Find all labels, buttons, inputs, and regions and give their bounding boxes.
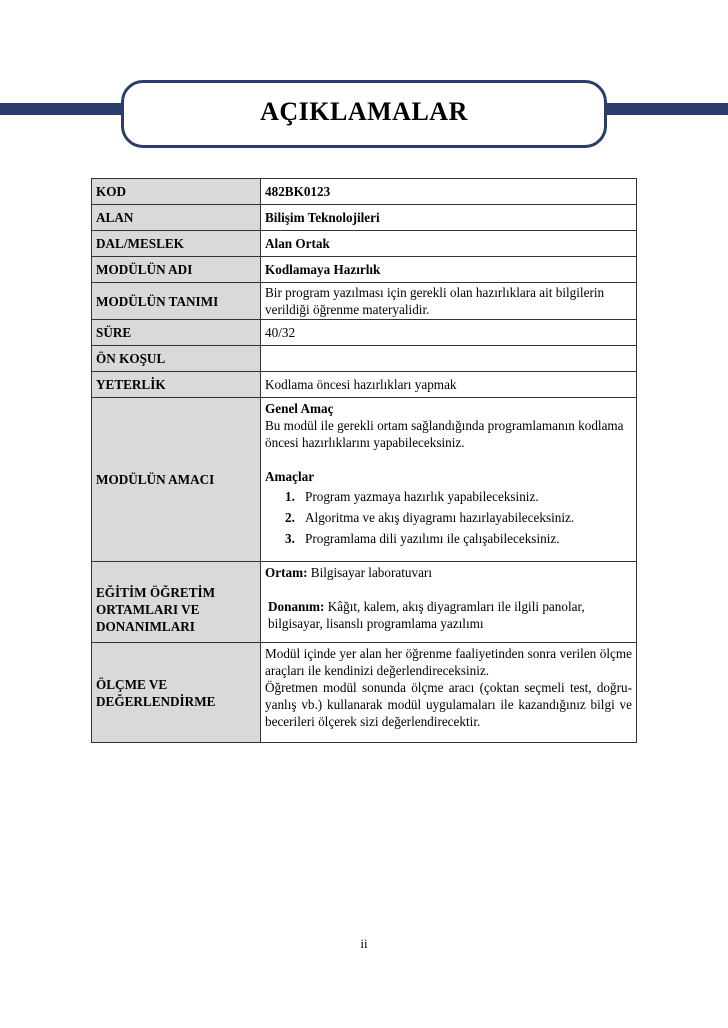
goal-text: Program yazmaya hazırlık yapabileceksiniz. — [305, 489, 539, 504]
row-label: ÖLÇME VE DEĞERLENDİRME — [92, 643, 261, 743]
goal-number: 1. — [285, 489, 295, 504]
row-label: MODÜLÜN AMACI — [92, 398, 261, 562]
row-label: MODÜLÜN TANIMI — [92, 283, 261, 320]
goal-text: Programlama dili yazılımı ile çalışabileceksiniz. — [305, 531, 560, 546]
table-row-alan — [92, 205, 637, 231]
banner-left-rule — [0, 103, 124, 115]
table-row-kod — [92, 179, 637, 205]
goal-number: 2. — [285, 510, 295, 525]
table-row-amac — [92, 398, 637, 562]
row-value: Alan Ortak — [261, 231, 637, 257]
assessment-text-1: Modül içinde yer alan her öğrenme faaliyetinden sonra verilen ölçme araçları ile kendinizi değerlendireceksiniz. — [265, 646, 632, 678]
banner-right-rule — [604, 103, 728, 115]
table-row-dal — [92, 231, 637, 257]
row-value — [261, 643, 637, 743]
table-row-modul-adi — [92, 257, 637, 283]
table-row-yeterlik — [92, 372, 637, 398]
module-description-table — [91, 178, 637, 743]
row-value — [261, 398, 637, 562]
row-label: KOD — [92, 179, 261, 205]
goal-number: 3. — [285, 531, 295, 546]
row-value: 482BK0123 — [261, 179, 637, 205]
equipment-line — [265, 598, 632, 632]
row-label: DAL/MESLEK — [92, 231, 261, 257]
list-item — [285, 530, 632, 547]
row-label: MODÜLÜN ADI — [92, 257, 261, 283]
list-item — [285, 488, 632, 505]
equipment-text: Kâğıt, kalem, akış diyagramları ile ilgili panolar, bilgisayar, lisanslı programlama yazılımı — [268, 599, 585, 631]
row-value: Kodlama öncesi hazırlıkları yapmak — [261, 372, 637, 398]
table-row-on-kosul — [92, 346, 637, 372]
environment-heading: Ortam: — [265, 565, 308, 580]
row-value: 40/32 — [261, 320, 637, 346]
goals-list — [265, 488, 632, 547]
row-value: Kodlamaya Hazırlık — [261, 257, 637, 283]
row-value: Bir program yazılması için gerekli olan hazırlıklara ait bilgilerin verildiği öğrenme materyalidir. — [261, 283, 637, 320]
general-goal-text: Bu modül ile gerekli ortam sağlandığında programlamanın kodlama öncesi hazırlıklarını yapabileceksiniz. — [265, 418, 624, 450]
row-value: Bilişim Teknolojileri — [261, 205, 637, 231]
table-row-ortam — [92, 562, 637, 643]
table-row-olcme — [92, 643, 637, 743]
row-label: ÖN KOŞUL — [92, 346, 261, 372]
page-title: AÇIKLAMALAR — [260, 97, 468, 126]
page-number: ii — [360, 936, 368, 951]
assessment-text-2: Öğretmen modül sonunda ölçme aracı (çoktan seçmeli test, doğru-yanlış vb.) kullanarak modül uygulamaları ile kazandığınız bilgi ve becerileri ölçerek sizi değerlendirecektir. — [265, 680, 632, 729]
row-label: ALAN — [92, 205, 261, 231]
row-value — [261, 346, 637, 372]
general-goal-heading: Genel Amaç — [265, 401, 334, 416]
environment-text: Bilgisayar laboratuvarı — [310, 565, 432, 580]
row-label: YETERLİK — [92, 372, 261, 398]
goal-text: Algoritma ve akış diyagramı hazırlayabileceksiniz. — [305, 510, 575, 525]
title-banner — [121, 80, 607, 148]
row-label: EĞİTİM ÖĞRETİM ORTAMLARI VE DONANIMLARI — [92, 562, 261, 643]
table-row-modul-tanimi — [92, 283, 637, 320]
row-value — [261, 562, 637, 643]
table-row-sure — [92, 320, 637, 346]
list-item — [285, 509, 632, 526]
environment-line — [265, 564, 632, 581]
row-label: SÜRE — [92, 320, 261, 346]
equipment-heading: Donanım: — [268, 599, 325, 614]
goals-heading: Amaçlar — [265, 469, 315, 484]
